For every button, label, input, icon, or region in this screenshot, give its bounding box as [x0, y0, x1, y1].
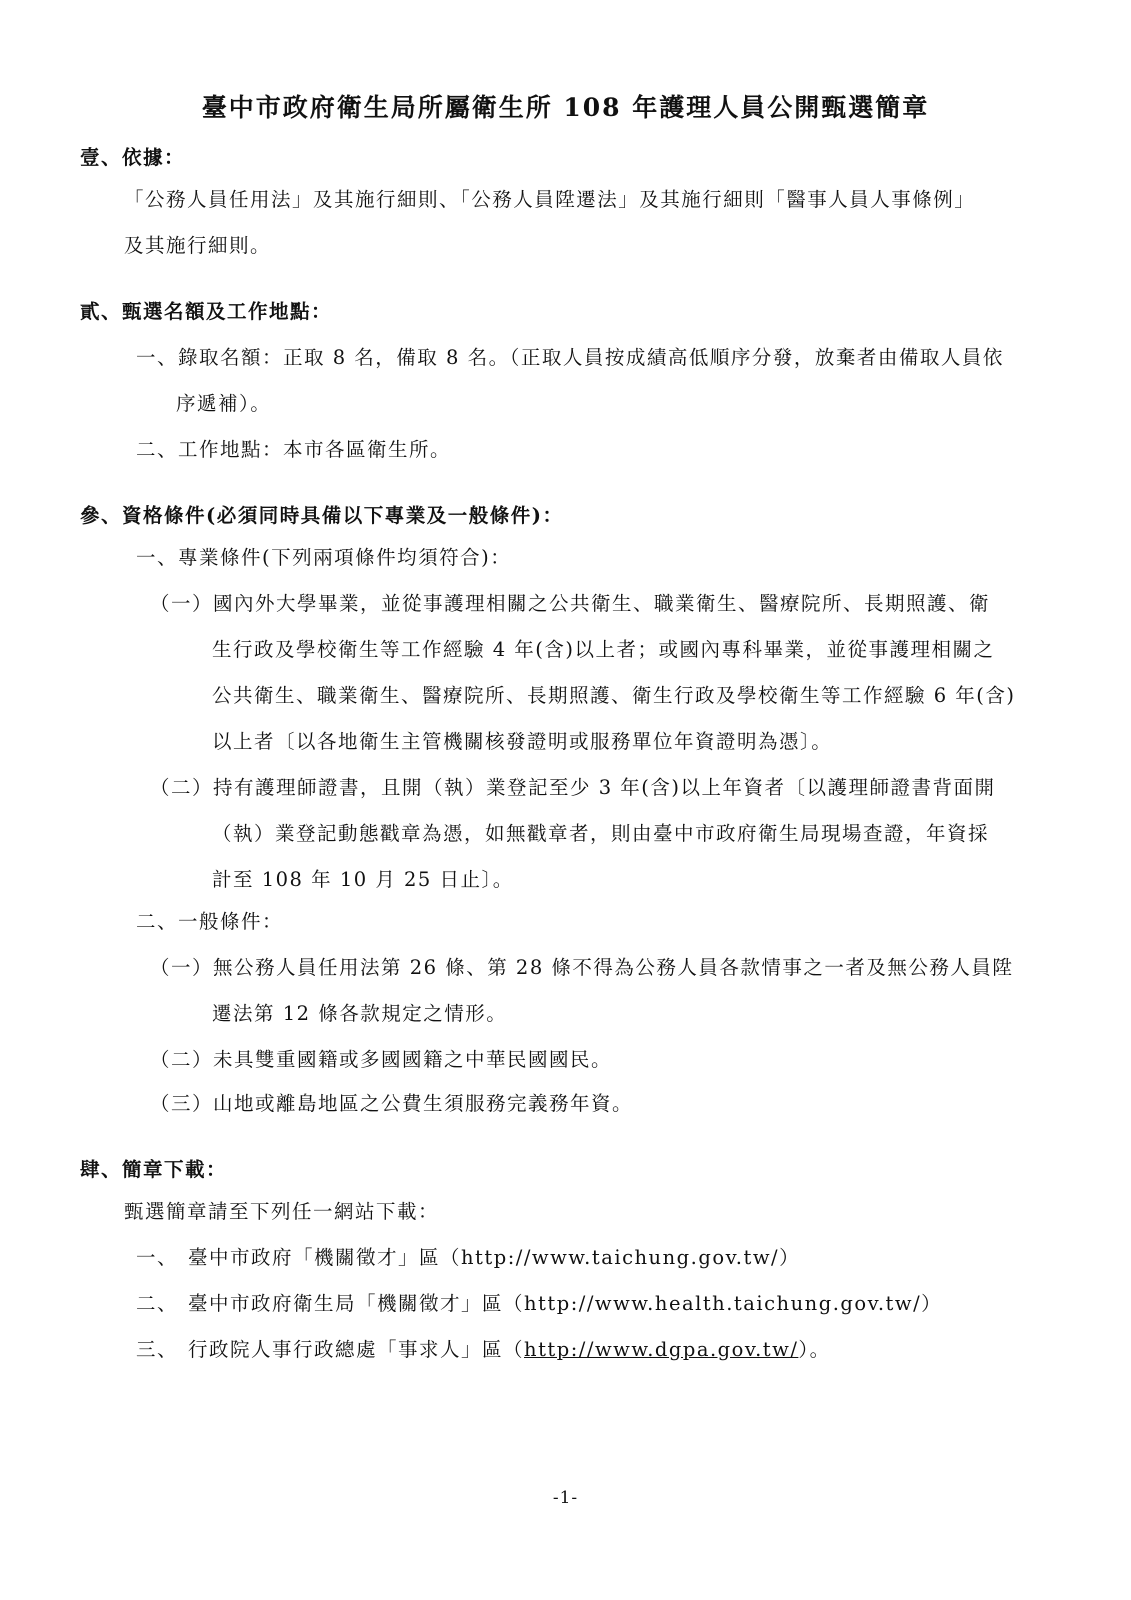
section-1-line-1: 「公務人員任用法」及其施行細則、「公務人員陞遷法」及其施行細則「醫事人員人事條例」	[124, 188, 976, 211]
download-item-1-text: 臺中市政府「機關徵才」區（http://www.taichung.gov.tw/）	[188, 1246, 801, 1269]
general-condition-3: （三）山地或離島地區之公費生須服務完義務年資。	[150, 1092, 634, 1115]
section-3-heading: 參、資格條件(必須同時具備以下專業及一般條件)：	[80, 504, 564, 527]
professional-condition-2-line-2: （執）業登記動態戳章為憑，如無戳章者，則由臺中市政府衛生局現場查證，年資採	[212, 822, 990, 845]
download-item-1-number: 一、	[136, 1246, 179, 1269]
section-2-item-1-line-2: 序遞補）。	[176, 392, 272, 415]
section-1-line-2: 及其施行細則。	[124, 234, 272, 257]
download-item-3-prefix: 行政院人事行政總處「事求人」區（	[188, 1338, 525, 1361]
professional-condition-1-line-4: 以上者〔以各地衛生主管機關核發證明或服務單位年資證明為憑〕。	[212, 730, 833, 753]
page-number: -1-	[552, 1488, 579, 1508]
document-title: 臺中市政府衛生局所屬衛生所 108 年護理人員公開甄選簡章	[201, 93, 930, 122]
download-item-3-suffix: ）。	[798, 1338, 831, 1361]
professional-condition-2-line-1: （二）持有護理師證書，且開（執）業登記至少 3 年(含)以上年資者〔以護理師證書背面開	[150, 776, 996, 799]
download-intro: 甄選簡章請至下列任一網站下載：	[124, 1200, 440, 1223]
section-1-heading: 壹、依據：	[80, 146, 186, 169]
download-item-3-number: 三、	[136, 1338, 179, 1361]
dgpa-website-link[interactable]: http://www.dgpa.gov.tw/	[524, 1338, 799, 1361]
general-condition-2: （二）未具雙重國籍或多國國籍之中華民國國民。	[150, 1048, 613, 1071]
professional-condition-1-line-1: （一）國內外大學畢業，並從事護理相關之公共衛生、職業衛生、醫療院所、長期照護、衛	[150, 592, 991, 615]
professional-condition-1-line-2: 生行政及學校衛生等工作經驗 4 年(含)以上者；或國內專科畢業，並從事護理相關之	[212, 638, 995, 661]
general-condition-1-line-2: 遷法第 12 條各款規定之情形。	[212, 1002, 508, 1025]
download-item-3-text	[188, 1338, 831, 1362]
professional-conditions-heading: 一、專業條件(下列兩項條件均須符合)：	[136, 546, 512, 569]
general-condition-1-line-1: （一）無公務人員任用法第 26 條、第 28 條不得為公務人員各款情事之一者及無公務人員陞	[150, 956, 1014, 979]
section-2-item-1-line-1: 一、錄取名額：正取 8 名，備取 8 名。（正取人員按成績高低順序分發，放棄者由備取人員依	[136, 346, 1004, 369]
section-4-heading: 肆、簡章下載：	[80, 1158, 228, 1181]
section-2-item-2: 二、工作地點：本市各區衛生所。	[136, 438, 452, 461]
download-item-2-text: 臺中市政府衛生局「機關徵才」區（http://www.health.taichung.gov.tw/）	[188, 1292, 943, 1315]
general-conditions-heading: 二、一般條件：	[136, 910, 284, 933]
section-2-heading: 貳、甄選名額及工作地點：	[80, 300, 333, 323]
professional-condition-1-line-3: 公共衛生、職業衛生、醫療院所、長期照護、衛生行政及學校衛生等工作經驗 6 年(含)	[212, 684, 1016, 707]
professional-condition-2-line-3: 計至 108 年 10 月 25 日止〕。	[212, 868, 514, 891]
download-item-2-number: 二、	[136, 1292, 179, 1315]
